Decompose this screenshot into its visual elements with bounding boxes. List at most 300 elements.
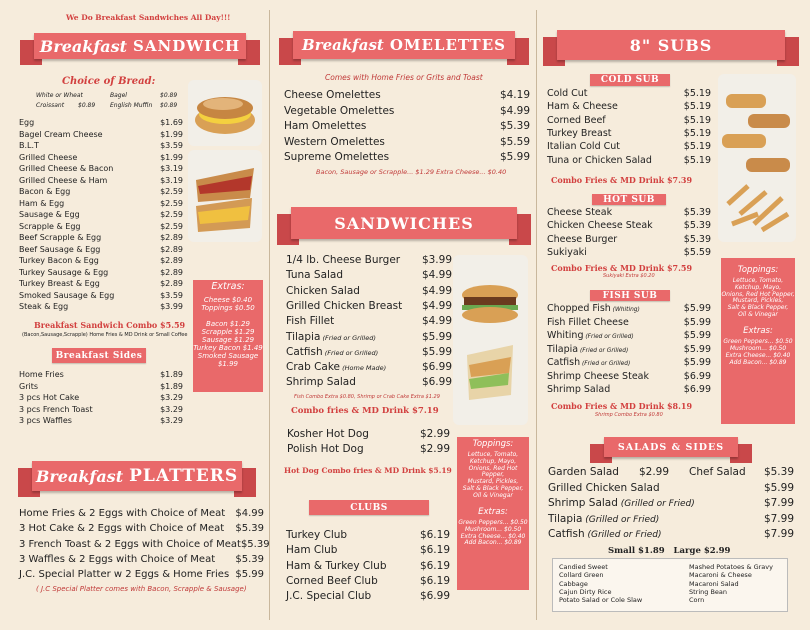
item-price: $6.19 (419, 529, 450, 541)
sides-box (552, 558, 788, 612)
item-label: Chef Salad (669, 466, 746, 478)
menu-item (547, 344, 711, 355)
extra-line: Mushroom... $0.50 (729, 344, 787, 352)
omelettes-subtitle: Comes with Home Fries or Grits and Toast (325, 73, 483, 82)
menu-item (286, 361, 452, 373)
item-label: Chopped Fish (547, 303, 611, 314)
item-note: (Fried or Grilled) (578, 347, 629, 354)
item-label: Grits (19, 381, 39, 391)
item-label: Corned Beef (547, 114, 606, 126)
bread-title: Choice of Bread: (62, 76, 156, 87)
topping-line: Mustard, Pickles, (732, 297, 784, 305)
menu-item (547, 155, 711, 166)
item-label: Home Fries & 2 Eggs with Choice of Meat (19, 508, 226, 519)
cold-sub-ribbon: COLD SUB (590, 74, 670, 86)
item-label: Chicken Salad (286, 284, 360, 297)
item-name (19, 245, 100, 254)
side-item: Macaroni & Cheese (689, 571, 752, 580)
side-sizes: Small $1.89 Large $2.99 (608, 546, 731, 556)
item-price: $2.99 (419, 428, 450, 440)
toppings-box (457, 437, 529, 590)
menu-item (547, 303, 711, 314)
item-price: $5.39 (683, 207, 711, 218)
menu-item (286, 590, 450, 602)
menu-item (19, 118, 183, 127)
menu-item (286, 346, 452, 358)
item-name (547, 101, 618, 112)
salad-item (548, 513, 794, 525)
extra-line: Turkey Bacon $1.49 (193, 344, 263, 353)
item-note: (Grilled or Fried) (582, 514, 660, 525)
item-label: Shrimp Salad (286, 376, 356, 389)
item-note: (Fried or Grilled) (322, 348, 379, 357)
item-label: Sukiyaki (547, 246, 587, 258)
topping-line: Mustard, Pickles, (467, 478, 519, 486)
item-price: $7.99 (763, 512, 794, 525)
side-item: Corn (689, 596, 705, 605)
menu-item (284, 136, 530, 148)
menu-item (547, 101, 711, 112)
item-price: $2.59 (160, 187, 183, 196)
item-price: $4.99 (421, 299, 452, 312)
menu-item (19, 291, 183, 300)
breakfast-sandwich-banner (34, 33, 246, 59)
item-label: 3 pcs French Toast (19, 404, 93, 414)
salads-banner (604, 437, 738, 457)
item-name (286, 544, 337, 556)
sandwich-photo (188, 80, 262, 146)
topping-line: Oil & Vinegar (738, 311, 778, 319)
item-label: Polish Hot Dog (287, 443, 364, 455)
hotdog-combo: Hot Dog Combo fries & MD Drink $5.19 (284, 466, 452, 475)
item-label: Catfish (548, 528, 585, 540)
topping-line: Salt & Black Pepper, (727, 304, 789, 312)
item-name (19, 393, 79, 402)
item-label: J.C. Special Platter w 2 Eggs & Home Fries (19, 569, 230, 581)
breakfast-platters-banner (32, 461, 242, 491)
side-item: Cabbage (559, 579, 588, 588)
extra-line: Green Peppers... $0.50 (458, 518, 528, 526)
item-name (19, 130, 103, 139)
item-price: $2.89 (160, 279, 183, 288)
item-price: $1.89 (160, 381, 183, 391)
menu-item (19, 210, 183, 219)
salad-item (548, 466, 794, 478)
menu-item (286, 376, 452, 388)
breakfast-combo: Breakfast Sandwich Combo $5.59 (34, 320, 186, 330)
item-label: Tuna or Chicken Salad (547, 154, 652, 166)
item-price: $3.29 (160, 404, 183, 414)
cold-sub-combo: Combo Fries & MD Drink $7.39 (551, 175, 693, 185)
sub-photo (718, 74, 796, 242)
menu-item (284, 89, 530, 101)
item-label: Ham Club (286, 544, 338, 557)
sandwich-photo-image (188, 80, 262, 146)
item-price: $5.19 (683, 88, 711, 99)
top-note: We Do Breakfast Sandwiches All Day!!! (66, 13, 231, 22)
extras-title: Extras: (478, 507, 508, 517)
menu-item (286, 315, 452, 327)
side-item: Cajun Dirty Rice (559, 587, 612, 596)
item-name (286, 529, 347, 541)
item-name (284, 89, 381, 101)
item-price: $2.89 (160, 256, 183, 265)
menu-item (19, 523, 264, 534)
topping-line: Onions, Red Hot Pepper, (721, 290, 795, 298)
item-price: $5.39 (235, 553, 264, 565)
item-name (19, 291, 114, 300)
extra-line: Bacon $1.29 (206, 320, 250, 329)
extra-line (193, 312, 263, 320)
item-price: $5.59 (683, 246, 711, 258)
item-name (19, 416, 72, 425)
extra-line: Add Bacon... $0.89 (729, 358, 787, 366)
item-price: $4.99 (421, 315, 452, 328)
item-name (19, 210, 80, 219)
menu-item (547, 384, 711, 395)
menu-item (286, 254, 452, 266)
item-label: Shrimp Cheese Steak (547, 370, 649, 382)
item-price: $5.99 (683, 303, 711, 314)
item-label: Cheese Burger (547, 233, 618, 245)
item-price: $5.19 (683, 101, 711, 113)
side-item: Candied Sweet (559, 563, 608, 571)
item-label: Turkey Sausage & Egg (19, 267, 109, 277)
item-label: Turkey Breast & Egg (19, 279, 100, 288)
item-label: 1/4 lb. Cheese Burger (286, 254, 401, 266)
item-name (547, 220, 653, 231)
item-price: $5.99 (235, 569, 264, 581)
item-name (19, 523, 224, 534)
item-name (286, 346, 378, 358)
item-name (286, 269, 343, 281)
item-note: (Fried or Grilled) (580, 361, 631, 367)
menu-item (284, 151, 530, 163)
item-name (286, 315, 334, 327)
item-label: 3 French Toast & 2 Eggs with Choice of Meat (19, 538, 241, 550)
item-price: $7.99 (763, 528, 794, 540)
item-price: $2.89 (160, 233, 183, 242)
item-label: Egg (19, 118, 35, 127)
item-label: Ham & Turkey Club (286, 559, 387, 572)
platters-note: ( J.C Special Platter comes with Bacon, Scrapple & Sausage) (36, 585, 247, 593)
item-name (547, 234, 617, 245)
menu-item (19, 256, 183, 265)
item-name (548, 513, 659, 525)
banner-script: Breakfast (302, 36, 384, 54)
item-label: Turkey Bacon & Egg (19, 256, 99, 265)
item-price: $6.19 (419, 559, 450, 572)
item-name (547, 317, 629, 328)
topping-line: Ketchup, Mayo, (734, 283, 782, 291)
item-name (19, 256, 99, 265)
menu-item (286, 575, 450, 587)
item-price: $2.99 (419, 443, 450, 455)
extra-line: Extra Cheese... $0.40 (725, 351, 791, 359)
item-price: $2.59 (160, 210, 183, 219)
menu-item (19, 245, 183, 254)
item-name (19, 370, 64, 379)
item-price: $2.89 (160, 244, 183, 254)
item-price: $5.19 (683, 114, 711, 126)
item-price: $5.39 (499, 120, 530, 132)
item-name (19, 187, 70, 196)
subs-toppings-box (721, 258, 795, 424)
extras-title: Extras: (211, 281, 245, 292)
item-note: (Whiting) (610, 307, 640, 313)
extras-box (193, 280, 263, 392)
fish-sub-combo: Combo Fries & MD Drink $8.19 (551, 401, 693, 411)
item-note: (Grilled or Fried) (617, 499, 695, 509)
item-price: $5.99 (763, 481, 794, 494)
item-label: Bacon & Egg (19, 187, 71, 196)
item-name (19, 279, 100, 288)
item-price: $2.59 (160, 198, 183, 208)
item-name (286, 575, 378, 587)
item-name (547, 207, 612, 218)
menu-item (547, 247, 711, 258)
item-name (287, 428, 369, 440)
item-label: Cold Cut (547, 88, 588, 99)
item-label: 3 pcs Hot Cake (19, 393, 80, 402)
toppings-title: Toppings: (472, 439, 514, 449)
menu-item (19, 233, 183, 242)
menu-item (547, 115, 711, 126)
item-label: Garden Salad (548, 466, 619, 478)
item-label: Fish Fillet (286, 315, 335, 328)
item-name (547, 155, 652, 166)
item-name (548, 497, 695, 509)
item-name (19, 153, 77, 162)
column-divider (536, 10, 537, 620)
item-name (284, 136, 385, 148)
item-label: Vegetable Omelettes (284, 104, 395, 117)
item-name (548, 528, 662, 540)
bread-name: Bagel (110, 92, 127, 99)
banner-title: 8" SUBS (629, 35, 713, 55)
item-name (19, 176, 107, 185)
item-price: $3.99 (160, 302, 183, 311)
bread-price: $0.89 (160, 92, 178, 99)
banner-title: PLATTERS (129, 466, 239, 486)
item-label: Grilled Cheese & Bacon (19, 164, 114, 173)
item-price: $3.59 (160, 141, 183, 150)
item-price: $6.99 (421, 361, 452, 374)
item-label: Beef Scrapple & Egg (19, 233, 102, 242)
item-price: $5.39 (683, 233, 711, 245)
extra-line: Scrapple $1.29 (201, 328, 255, 337)
sandwiches-combo: Combo fries & MD Drink $7.19 (291, 406, 439, 416)
bread-name: Croissant (36, 102, 65, 109)
side-item: Mashed Potatoes & Gravy (689, 563, 773, 571)
item-price: $1.99 (160, 152, 183, 162)
item-label: B.L.T (19, 141, 39, 150)
topping-line: Ketchup, Mayo, (469, 457, 517, 465)
item-name (286, 300, 402, 312)
extra-line: Extra Cheese... $0.40 (460, 532, 526, 540)
topping-line: Lettuce, Tomato, (467, 450, 519, 458)
menu-item (19, 164, 183, 173)
omelettes-note: Bacon, Sausage or Scrapple... $1.29 Extra Cheese... $0.40 (316, 168, 507, 176)
item-price: $5.39 (763, 466, 794, 478)
item-label: Tilapia (547, 343, 579, 355)
menu-item (547, 371, 711, 382)
item-note: (Fried or Grilled) (320, 333, 376, 342)
item-price: $6.99 (419, 590, 450, 603)
menu-item (19, 268, 183, 277)
menu-item (284, 105, 530, 117)
banner-title: SANDWICH (133, 37, 241, 55)
item-name (286, 361, 386, 373)
item-name (19, 382, 38, 391)
item-label: Turkey Club (286, 529, 348, 541)
menu-item (19, 302, 183, 311)
item-price: $2.89 (160, 267, 183, 277)
menu-item (547, 88, 711, 99)
item-name (548, 466, 746, 478)
banner-title: SALADS & SIDES (617, 441, 725, 453)
item-price: $5.99 (499, 151, 530, 163)
menu-item (19, 538, 270, 550)
side-item: Collard Green (559, 571, 604, 580)
item-label: Italian Cold Cut (547, 141, 621, 153)
item-name (286, 590, 371, 602)
extra-line: Add Bacon... $0.89 (464, 539, 522, 547)
menu-item (284, 120, 530, 132)
item-name (547, 141, 620, 152)
item-name (19, 405, 93, 414)
item-name (284, 120, 366, 132)
item-price: $2.99 (618, 466, 670, 478)
menu-item (547, 234, 711, 245)
menu-item (547, 128, 711, 139)
menu-item (547, 357, 711, 368)
item-price: $5.19 (683, 141, 711, 153)
item-note: (Fried or Grilled) (583, 334, 634, 340)
item-label: Cheese Omelettes (284, 89, 381, 101)
menu-item (19, 554, 264, 565)
menu-item (19, 382, 183, 391)
side-item: String Bean (689, 587, 728, 596)
extra-line: Mushroom... $0.50 (464, 525, 522, 533)
menu-item (287, 428, 450, 440)
item-price: $6.19 (419, 574, 450, 587)
item-price: $3.19 (160, 175, 183, 185)
extra-line: Cheese $0.40 (203, 295, 253, 304)
item-price: $3.99 (421, 254, 452, 266)
sandwich-photo-image (453, 255, 528, 425)
item-price: $5.99 (683, 316, 711, 328)
item-label: Catfish (547, 357, 581, 368)
item-price: $4.99 (499, 104, 530, 117)
item-name (547, 357, 630, 368)
topping-line: Lettuce, Tomato, (732, 276, 784, 284)
item-name (284, 151, 389, 163)
item-name (286, 560, 387, 572)
menu-item (19, 508, 264, 519)
menu-item (19, 279, 183, 288)
menu-item (19, 569, 264, 580)
item-price: $6.19 (419, 544, 450, 557)
item-price: $3.29 (160, 416, 183, 425)
item-note: (Grilled or Fried) (584, 530, 662, 540)
item-label: 3 pcs Waffles (19, 416, 72, 425)
item-price: $5.99 (421, 330, 452, 343)
item-name (19, 141, 39, 150)
item-label: Steak & Egg (19, 302, 69, 311)
item-price: $3.29 (160, 393, 183, 402)
item-label: Turkey Breast (547, 127, 612, 139)
menu-item (547, 141, 711, 152)
item-name (19, 268, 108, 277)
clubs-ribbon: CLUBS (309, 500, 429, 515)
item-label: Shrimp Salad (548, 497, 618, 509)
item-label: Supreme Omelettes (284, 151, 390, 163)
item-price: $3.19 (160, 164, 183, 173)
side-item: Macaroni Salad (689, 579, 739, 588)
item-name (286, 331, 376, 343)
item-price: $5.59 (499, 135, 530, 148)
item-label: Cheese Steak (547, 207, 613, 218)
menu-item (547, 220, 711, 231)
item-label: Tilapia (548, 512, 583, 525)
item-name (547, 247, 587, 258)
item-label: Tuna Salad (286, 269, 344, 282)
item-label: Grilled Cheese & Ham (19, 175, 108, 185)
item-name (19, 233, 101, 242)
hot-sub-combo: Combo Fries & MD Drink $7.59 (551, 263, 693, 273)
item-price: $5.19 (683, 127, 711, 139)
item-label: Catfish (286, 345, 323, 358)
item-price: $3.59 (160, 290, 183, 300)
item-label: 3 Waffles & 2 Eggs with Choice of Meat (19, 553, 216, 565)
item-price: $5.99 (683, 357, 711, 368)
item-price: $4.19 (499, 89, 530, 101)
menu-item (547, 317, 711, 328)
menu-item (19, 416, 183, 425)
menu-item (19, 405, 183, 414)
item-name (19, 222, 81, 231)
hot-sub-note: Sukiyaki Extra $0.20 (603, 273, 655, 279)
item-label: Grilled Chicken Salad (548, 481, 660, 494)
item-price: $6.99 (421, 376, 452, 389)
item-price: $6.99 (683, 384, 711, 395)
item-name (547, 88, 588, 99)
bread-name: English Muffin (110, 102, 153, 109)
salad-item (548, 497, 794, 509)
item-label: Tilapia (286, 330, 321, 343)
item-price: $5.99 (683, 330, 711, 341)
breakfast-sides-ribbon: Breakfast Sides (52, 348, 146, 363)
extra-line: Green Peppers... $0.50 (723, 337, 793, 345)
item-name (19, 118, 34, 127)
item-label: Scrapple & Egg (19, 221, 81, 231)
menu-item (19, 199, 183, 208)
item-label: Fish Fillet Cheese (547, 316, 629, 328)
item-price: $1.89 (160, 370, 183, 379)
item-price: $4.99 (421, 269, 452, 282)
item-label: Crab Cake (286, 361, 341, 374)
item-name (547, 371, 649, 382)
item-label: Kosher Hot Dog (287, 428, 369, 440)
item-price: $7.99 (763, 497, 794, 509)
toppings-title: Toppings: (737, 265, 779, 275)
item-label: Ham & Cheese (547, 101, 618, 113)
sandwich-photo (188, 150, 262, 242)
item-label: 3 Hot Cake & 2 Eggs with Choice of Meat (19, 523, 225, 535)
item-name (286, 285, 360, 297)
banner-title: OMELETTES (389, 36, 506, 54)
